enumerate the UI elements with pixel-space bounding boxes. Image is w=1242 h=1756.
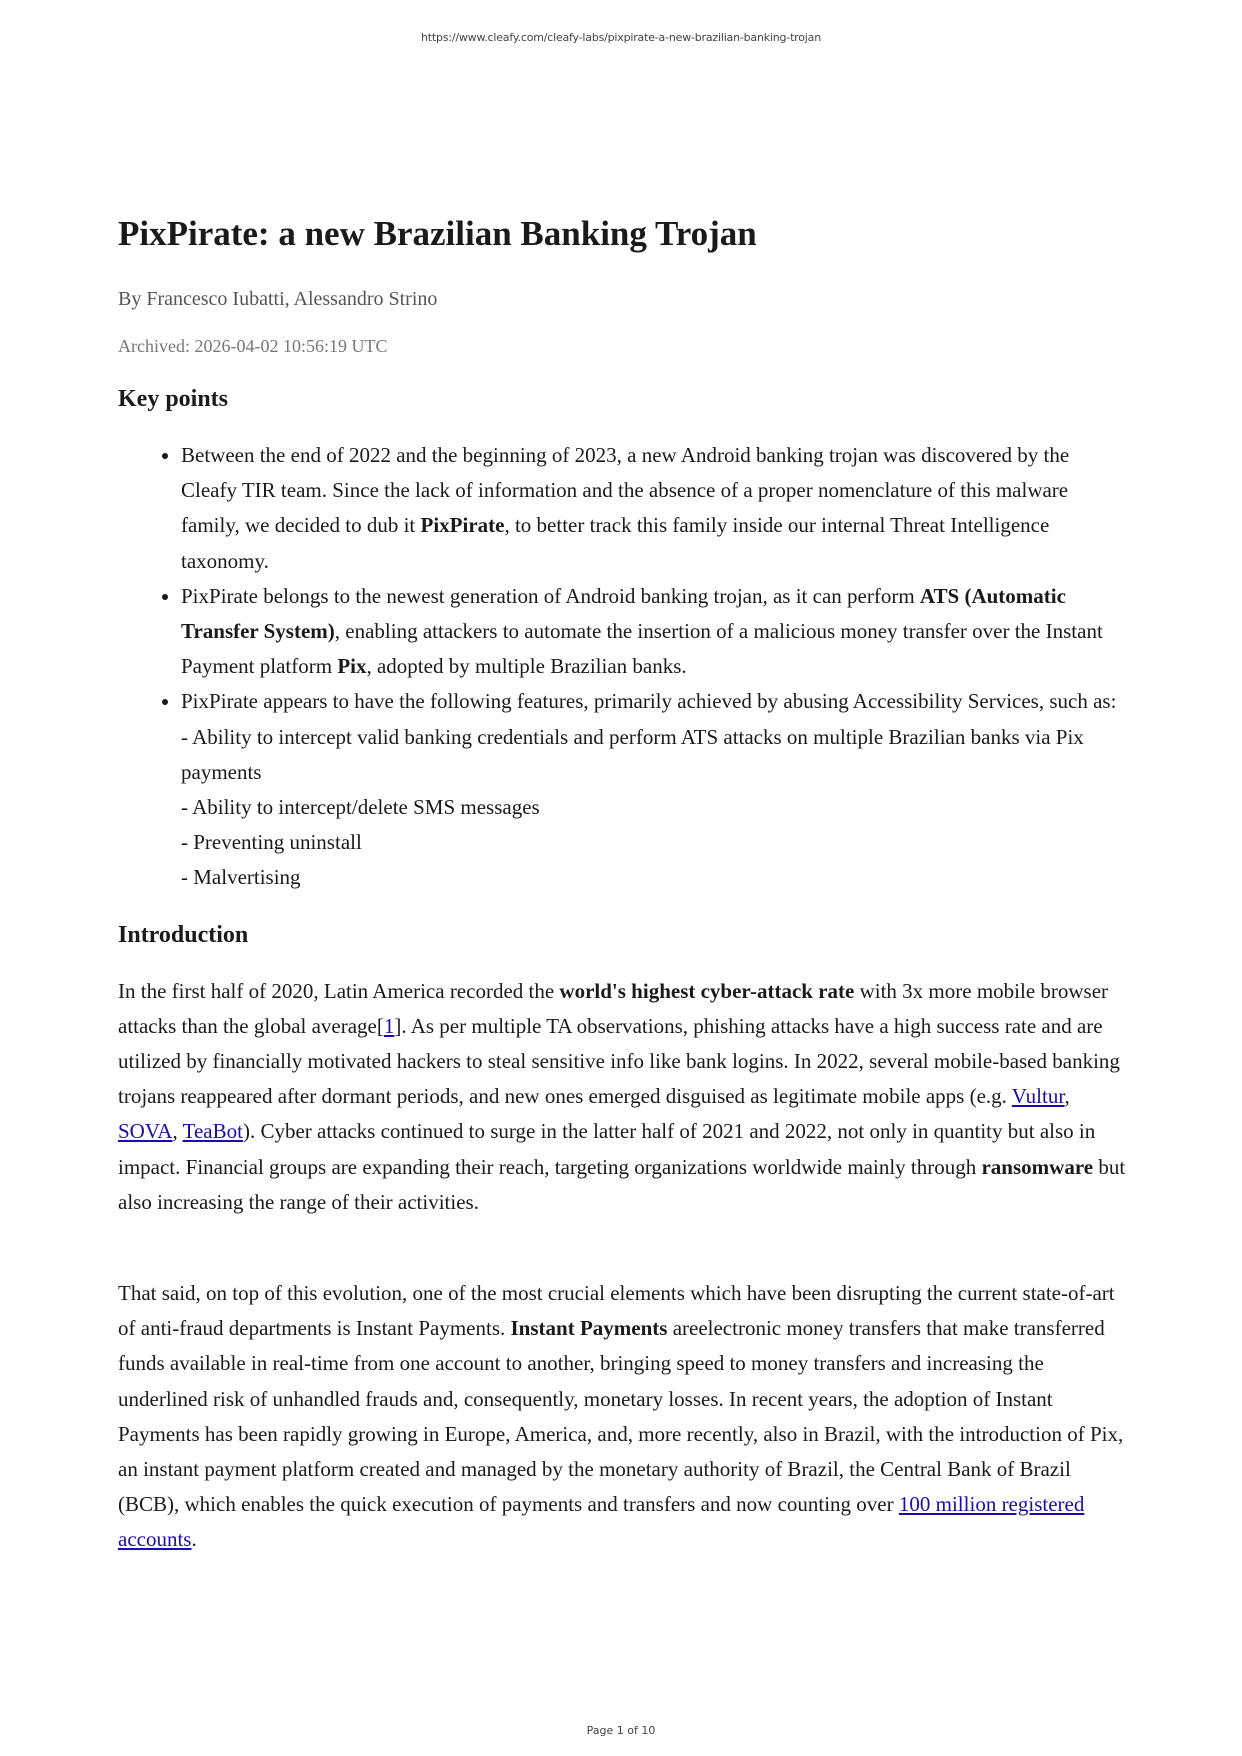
- key-points-list: [118, 438, 1128, 896]
- teabot-link[interactable]: TeaBot: [182, 1119, 243, 1144]
- article: [118, 212, 1128, 1558]
- key-point-item: [181, 579, 1128, 685]
- text: Between the end of 2022 and the beginning of 2023, a new Android banking trojan was discovered by the Cleafy TIR team. Since the lack of information and the absence of a proper nomenclature of this malware family, we decided to dub it: [181, 443, 1070, 538]
- introduction-heading: Introduction: [118, 921, 249, 948]
- article-title: PixPirate: a new Brazilian Banking Trojan: [118, 214, 757, 253]
- page-url-header: https://www.cleafy.com/cleafy-labs/pixpirate-a-new-brazilian-banking-trojan: [421, 31, 821, 44]
- text: ]. As per multiple TA observations, phishing attacks have a high success rate and are utilized by financially motivated hackers to steal sensitive info like bank logins. In 2022, several mobile-based banking trojans reappeared after dormant periods, and new ones emerged disguised as legitimate mobile apps (e.g.: [118, 1013, 1120, 1109]
- text: with 3x more mobile browser attacks than the global average[: [118, 978, 1109, 1038]
- bold-term: PixPirate: [420, 513, 505, 538]
- bold-term: Pix: [337, 654, 367, 679]
- text: .: [191, 1527, 197, 1552]
- text: , adopted by multiple Brazilian banks.: [366, 654, 687, 679]
- bold-term: ransomware: [981, 1154, 1094, 1179]
- text: , enabling attackers to automate the insertion of a malicious money transfer over the Instant Payment platform: [181, 619, 1103, 679]
- key-point-item: [181, 684, 1128, 895]
- byline: By Francesco Iubatti, Alessandro Strino: [118, 288, 438, 310]
- intro-paragraph-1: [118, 974, 1128, 1220]
- feature-line: - Preventing uninstall: [181, 830, 362, 855]
- text: , to better track this family inside our internal Threat Intelligence taxonomy.: [181, 513, 1050, 573]
- text: PixPirate appears to have the following features, primarily achieved by abusing Accessibility Services, such as:: [181, 689, 1117, 714]
- feature-line: - Ability to intercept valid banking credentials and perform ATS attacks on multiple Brazilian banks via Pix payments: [181, 724, 1084, 784]
- page-number: Page 1 of 10: [586, 1724, 656, 1737]
- vultur-link[interactable]: Vultur: [1011, 1084, 1065, 1109]
- text: That said, on top of this evolution, one of the most crucial elements which have been disrupting the current state-of-art of anti-fraud departments is Instant Payments.: [118, 1281, 1115, 1341]
- bold-term: world's highest cyber-attack rate: [559, 978, 855, 1003]
- sova-link[interactable]: SOVA: [118, 1119, 173, 1144]
- registered-accounts-link[interactable]: 100 million registered accounts: [118, 1492, 1085, 1552]
- text: areelectronic money transfers that make transferred funds available in real-time from one account to another, bringing speed to money transfers and increasing the underlined risk of unhandled frauds and, consequently, monetary losses. In recent years, the adoption of Instant Payments has been rapidly growing in Europe, America, and, more recently, also in Brazil, with the introduction of Pix, an instant payment platform created and managed by the monetary authority of Brazil, the Central Bank of Brazil (BCB), which enables the quick execution of payments and transfers and now counting over: [118, 1316, 1124, 1517]
- key-point-item: [181, 438, 1128, 579]
- text: In the first half of 2020, Latin America recorded the: [118, 978, 560, 1003]
- text: ). Cyber attacks continued to surge in the latter half of 2021 and 2022, not only in quantity but also in impact. Financial groups are expanding their reach, targeting organizations worldwide mainly through: [118, 1119, 1096, 1179]
- text: but also increasing the range of their activities.: [118, 1154, 1126, 1214]
- intro-paragraph-2: [118, 1276, 1128, 1558]
- text: ,: [172, 1119, 183, 1144]
- feature-line: - Ability to intercept/delete SMS messages: [181, 795, 540, 820]
- feature-line: - Malvertising: [181, 865, 301, 890]
- reference-link-1[interactable]: 1: [383, 1013, 395, 1038]
- archived-timestamp: Archived: 2026-04-02 10:56:19 UTC: [118, 336, 388, 356]
- bold-term: Instant Payments: [510, 1316, 668, 1341]
- text: PixPirate belongs to the newest generation of Android banking trojan, as it can perform: [181, 583, 920, 608]
- key-points-heading: Key points: [118, 386, 229, 412]
- text: ,: [1064, 1084, 1070, 1109]
- bold-term: ATS (Automatic Transfer System): [181, 583, 1066, 644]
